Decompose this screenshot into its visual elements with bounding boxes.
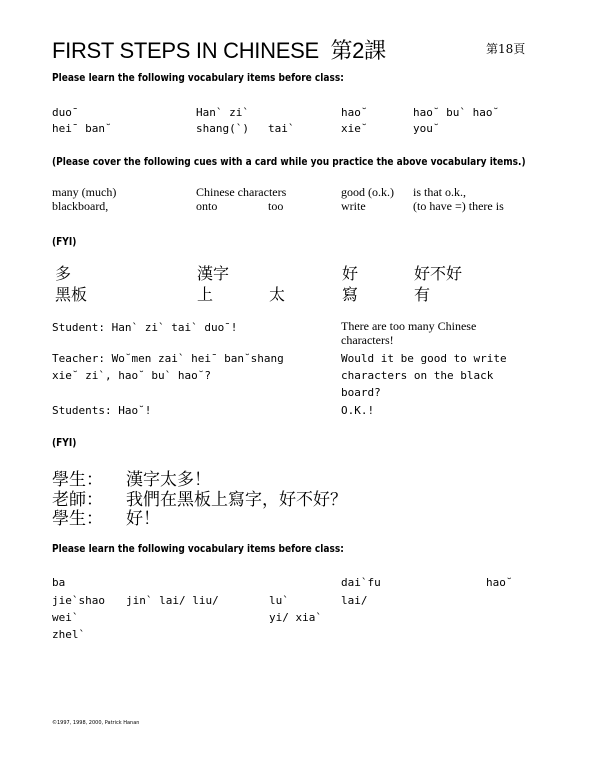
vocab-item: jie`shao <box>52 594 105 607</box>
hanzi-item: 上 <box>197 285 214 304</box>
cue-item: write <box>341 199 366 213</box>
page-number: 第18頁 <box>486 42 526 56</box>
fyi-label: (FYI) <box>52 236 77 248</box>
vocab-item: hao˘ <box>486 576 513 589</box>
cue-item: many (much) <box>52 185 117 199</box>
vocab-item: you˘ <box>413 122 440 135</box>
hanzi-dialogue-speaker: 老師： <box>52 490 103 510</box>
dialogue-translation: O.K.! <box>341 404 375 417</box>
cue-item: Chinese characters <box>196 185 287 199</box>
cue-item: (to have =) there is <box>413 199 504 213</box>
hanzi-item: 有 <box>414 285 431 304</box>
hanzi-dialogue-text: 我們在黑板上寫字，好不好？ <box>126 490 347 510</box>
hanzi-item: 多 <box>55 264 72 283</box>
vocab-item: yi/ xia` <box>269 611 322 624</box>
dialogue-line: xie˘ zi`, hao˘ bu` hao˘? <box>52 369 211 382</box>
hanzi-item: 好 <box>342 264 359 283</box>
vocab-item: lu` <box>269 594 289 607</box>
cue-item: too <box>268 199 284 213</box>
vocab-item: lai/ <box>341 594 368 607</box>
dialogue-translation: board? <box>341 386 381 399</box>
vocab-item: wei` <box>52 611 79 624</box>
cue-item: onto <box>196 199 218 213</box>
vocab-heading-2: Please learn the following vocabulary items before class: <box>52 543 344 555</box>
vocab-item: hei¯ ban˘ <box>52 122 112 135</box>
hanzi-item: 漢字 <box>197 264 230 283</box>
vocab-item: jin` lai/ liu/ <box>126 594 219 607</box>
cue-heading: (Please cover the following cues with a card while you practice the above vocabulary items.) <box>52 156 526 168</box>
vocab-item: hao˘ <box>341 106 368 119</box>
vocab-item: ba <box>52 576 66 589</box>
vocab-item: zhel` <box>52 628 86 641</box>
hanzi-dialogue-text: 漢字太多！ <box>126 470 211 490</box>
dialogue-line: Student: Han` zi` tai` duo¯! <box>52 321 238 334</box>
vocab-item: shang(`) <box>196 122 249 135</box>
vocab-item: dai`fu <box>341 576 381 589</box>
hanzi-item: 好不好 <box>414 264 463 283</box>
hanzi-item: 太 <box>269 285 286 304</box>
vocab-item: xie˘ <box>341 122 368 135</box>
cue-item: good (o.k.) <box>341 185 394 199</box>
copyright-footer: ©1997, 1998, 2000, Patrick Hanan <box>52 720 140 726</box>
hanzi-item: 寫 <box>342 285 359 304</box>
vocab-item: duo¯ <box>52 106 79 119</box>
vocab-heading-1: Please learn the following vocabulary items before class: <box>52 72 344 84</box>
dialogue-line: Teacher: Wo˘men zai` hei¯ ban˘shang <box>52 352 284 365</box>
cue-item: is that o.k., <box>413 185 466 199</box>
hanzi-dialogue-speaker: 學生： <box>52 509 103 529</box>
cue-item: blackboard, <box>52 199 109 213</box>
vocab-item: Han` zi` <box>196 106 249 119</box>
page-title <box>52 34 386 65</box>
lesson-label: 第2課 <box>330 38 386 63</box>
fyi-label: (FYI) <box>52 437 77 449</box>
dialogue-line: Students: Hao˘! <box>52 404 152 417</box>
dialogue-translation: There are too many Chinese <box>341 319 477 333</box>
hanzi-item: 黑板 <box>55 285 88 304</box>
dialogue-translation: Would it be good to write <box>341 352 507 365</box>
dialogue-translation: characters on the black <box>341 369 494 382</box>
vocab-item: hao˘ bu` hao˘ <box>413 106 500 119</box>
course-title: FIRST STEPS IN CHINESE <box>52 38 319 63</box>
dialogue-translation: characters! <box>341 333 394 347</box>
hanzi-dialogue-text: 好！ <box>126 509 160 529</box>
vocab-item: tai` <box>268 122 295 135</box>
hanzi-dialogue-speaker: 學生： <box>52 470 103 490</box>
